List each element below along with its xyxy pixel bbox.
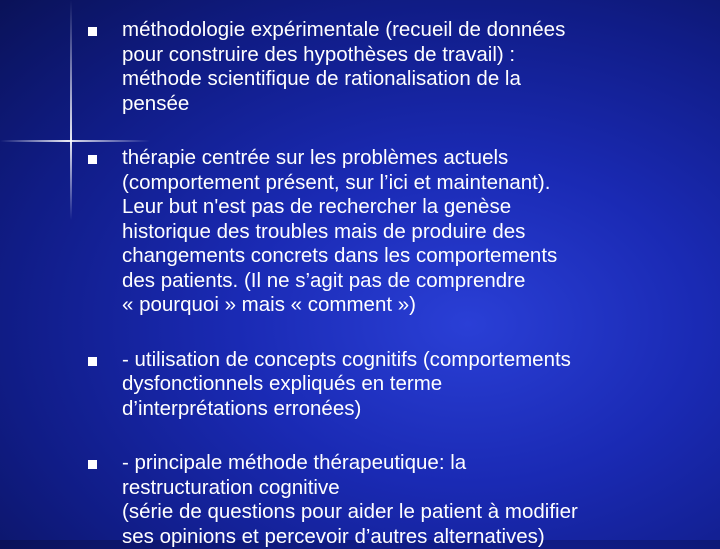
bullet-item: [88, 348, 688, 422]
bullet-text-line: méthode scientifique de rationalisation de la: [122, 67, 688, 92]
bullet-text-line: historique des troubles mais de produire des: [122, 220, 688, 245]
bullet-text-line: restructuration cognitive: [122, 476, 688, 501]
bullet-text-line: des patients. (Il ne s’agit pas de comprendre: [122, 269, 688, 294]
bullet-text-line: d’interprétations erronées): [122, 397, 688, 422]
bullet-text-line: (série de questions pour aider le patient à modifier: [122, 500, 688, 525]
bullet-text-line: thérapie centrée sur les problèmes actuels: [122, 146, 688, 171]
square-bullet-icon: [88, 357, 97, 366]
bullet-list: [88, 18, 688, 549]
bullet-text-line: - utilisation de concepts cognitifs (comportements: [122, 348, 688, 373]
decorative-line-vertical: [70, 0, 72, 220]
square-bullet-icon: [88, 460, 97, 469]
square-bullet-icon: [88, 27, 97, 36]
bullet-text-line: changements concrets dans les comportements: [122, 244, 688, 269]
bullet-item: [88, 146, 688, 318]
bullet-item: [88, 18, 688, 116]
bullet-item: [88, 451, 688, 549]
bullet-text-line: pensée: [122, 92, 688, 117]
bullet-text-line: méthodologie expérimentale (recueil de données: [122, 18, 688, 43]
bullet-text-line: dysfonctionnels expliqués en terme: [122, 372, 688, 397]
bullet-text-line: « pourquoi » mais « comment »): [122, 293, 688, 318]
bullet-text-line: - principale méthode thérapeutique: la: [122, 451, 688, 476]
bullet-text-line: pour construire des hypothèses de travail) :: [122, 43, 688, 68]
bullet-text-line: Leur but n'est pas de rechercher la genèse: [122, 195, 688, 220]
square-bullet-icon: [88, 155, 97, 164]
bullet-text-line: (comportement présent, sur l’ici et maintenant).: [122, 171, 688, 196]
bullet-text-line: ses opinions et percevoir d’autres alternatives): [122, 525, 688, 549]
